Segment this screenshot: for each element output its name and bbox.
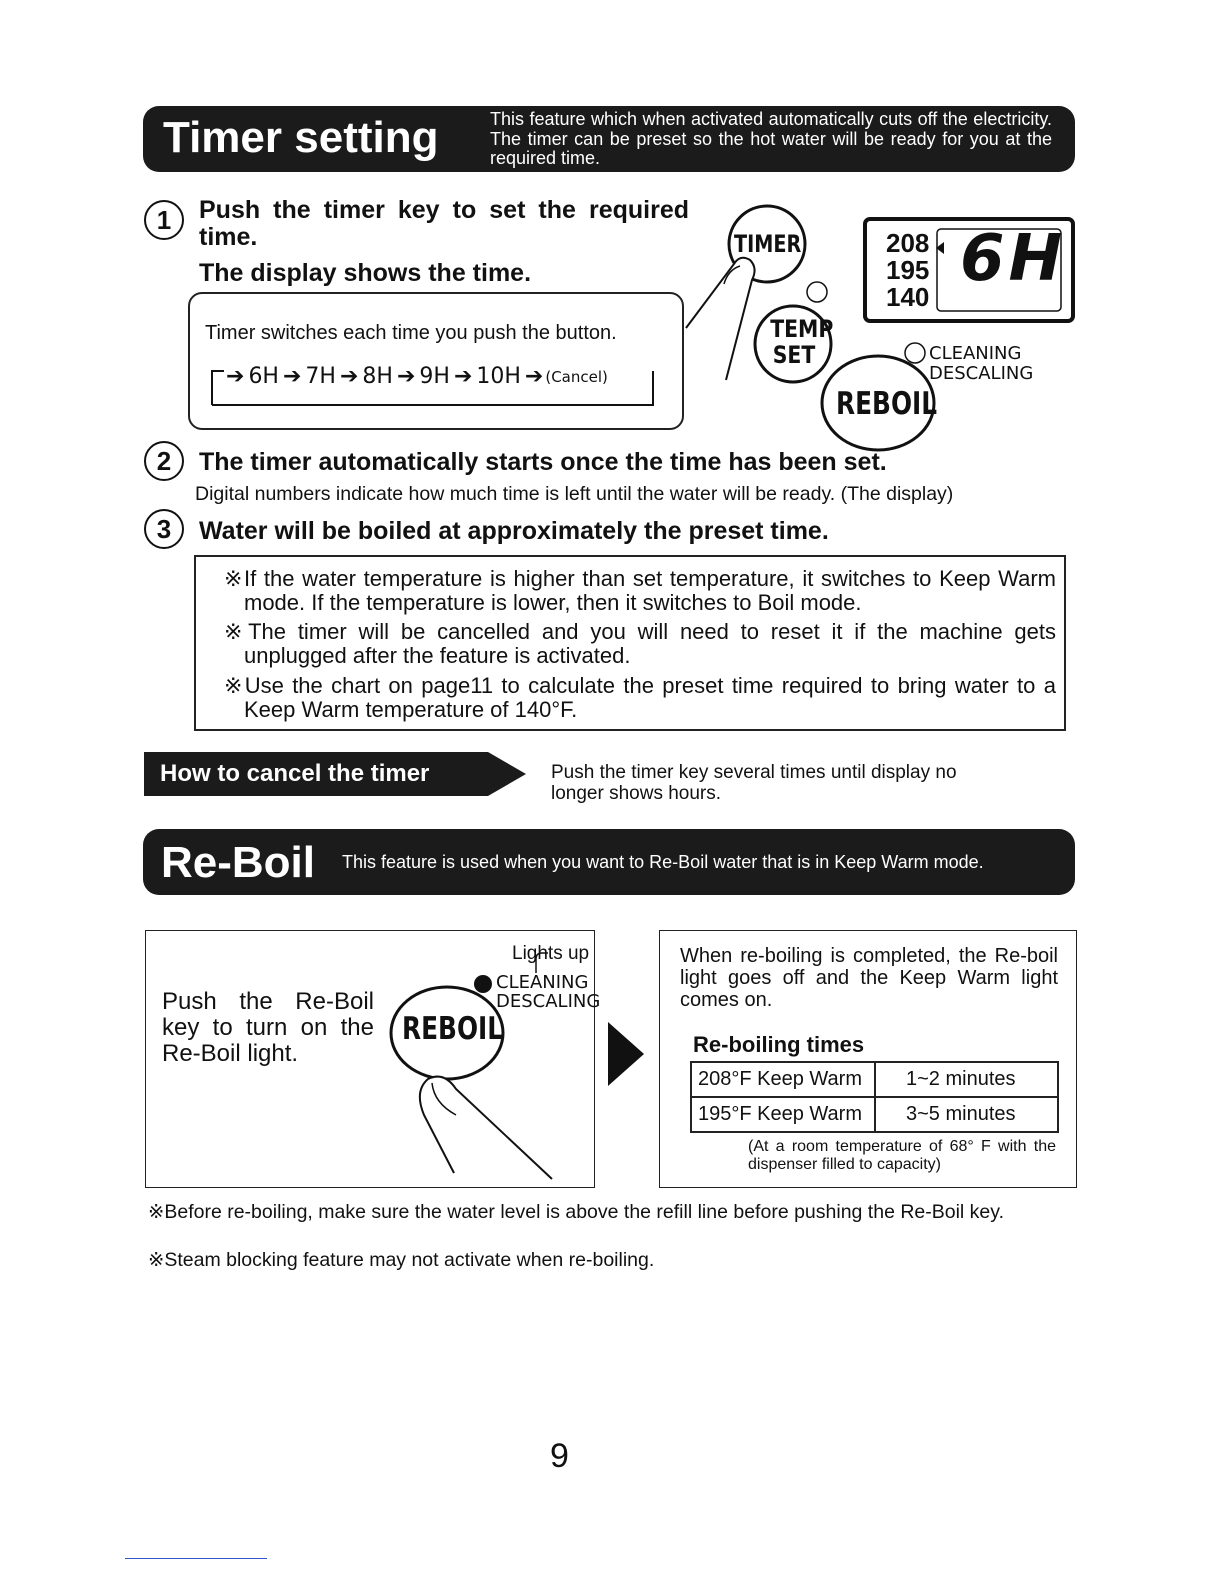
time-cell: 3~5 minutes <box>875 1097 1058 1132</box>
reboil-description: This feature is used when you want to Re-Boil water that is in Keep Warm mode. <box>342 852 984 872</box>
step-1-subheading: The display shows the time. <box>199 259 532 287</box>
sequence-item: 8H <box>362 364 393 389</box>
setting-cell: 208°F Keep Warm <box>691 1062 875 1097</box>
page-number: 9 <box>550 1437 569 1475</box>
lcd-timer-value: 6H <box>960 222 1067 296</box>
time-cell: 1~2 minutes <box>875 1062 1058 1097</box>
step-3-heading: Water will be boiled at approximately the preset time. <box>199 517 829 545</box>
sequence-item: 7H <box>305 364 336 389</box>
step-1-number: 1 <box>144 200 184 240</box>
reboil-result-box <box>659 930 1077 1188</box>
timer-title: Timer setting <box>163 113 439 162</box>
sequence-item: 9H <box>419 364 450 389</box>
panel-cleaning-label: CLEANING <box>929 343 1022 364</box>
arrow-right-icon <box>606 1020 646 1090</box>
reboil-times-title: Re-boiling times <box>693 1032 865 1057</box>
sequence-item: 10H <box>476 364 521 389</box>
setting-cell: 195°F Keep Warm <box>691 1097 875 1132</box>
reboil-title: Re-Boil <box>161 838 315 887</box>
step-3-number: 3 <box>144 509 184 549</box>
sequence-cancel: (Cancel) <box>545 367 608 386</box>
sequence-item: 6H <box>248 364 279 389</box>
reboil-footnote: ※Before re-boiling, make sure the water level is above the refill line before pushing the Re-Boil key. <box>148 1201 1005 1223</box>
reboil-descaling-label: DESCALING <box>496 991 601 1012</box>
footer-rule <box>125 1558 267 1559</box>
step-2-number: 2 <box>144 441 184 481</box>
timer-notes-box <box>194 555 1066 731</box>
reboil-times-table <box>690 1061 1059 1133</box>
step-1-heading: Push the timer key to set the required time. <box>199 196 689 251</box>
temp-140: 140 <box>886 282 930 312</box>
temp-set-key-label: TEMP SET <box>770 315 834 369</box>
timer-description: This feature which when activated automatically cuts off the electricity. The timer can be preset so the hot water will be ready for you at the required time. <box>490 109 1052 168</box>
lights-up-label: Lights up <box>512 943 590 964</box>
timer-note: ※Use the chart on page11 to calculate the preset time required to bring water to a Keep Warm temperature of 140°F. <box>224 673 1056 722</box>
arrow-right-icon: ➔ <box>282 364 302 389</box>
reboil-footnote: ※Steam blocking feature may not activate when re-boiling. <box>148 1249 655 1271</box>
timer-note: ※If the water temperature is higher than set temperature, it switches to Keep Warm mode. If the temperature is lower, then it switches to Boil mode. <box>224 566 1056 615</box>
arrow-right-icon: ➔ <box>524 364 544 389</box>
cancel-label: How to cancel the timer <box>160 760 430 787</box>
arrow-right-icon: ➔ <box>339 364 359 389</box>
panel-descaling-label: DESCALING <box>929 363 1034 384</box>
reboil-instruction-box <box>145 930 601 1188</box>
temp-195: 195 <box>886 255 930 285</box>
timer-key[interactable]: TIMER <box>734 230 802 258</box>
arrow-right-icon: ➔ <box>226 364 245 389</box>
arrow-right-icon: ➔ <box>453 364 473 389</box>
reboil-cleaning-label: CLEANING <box>496 972 589 993</box>
temp-set-key[interactable] <box>770 315 834 369</box>
temp-208: 208 <box>886 228 930 258</box>
cancel-text: Push the timer key several times until display no longer shows hours. <box>551 762 957 804</box>
table-row <box>691 1062 1058 1097</box>
table-row <box>691 1097 1058 1132</box>
timer-sequence <box>226 364 608 389</box>
reboil-completed-text: When re-boiling is completed, the Re-boil light goes off and the Keep Warm light comes on. <box>680 945 1058 1011</box>
reboil-key[interactable]: REBOIL <box>402 1011 504 1047</box>
timer-banner <box>143 106 1075 172</box>
arrow-right-icon: ➔ <box>396 364 416 389</box>
reboil-banner <box>143 829 1075 895</box>
step-2-heading: The timer automatically starts once the time has been set. <box>199 448 887 476</box>
reboil-key[interactable]: REBOIL <box>836 386 938 422</box>
timer-switch-note-box <box>188 292 684 430</box>
reboil-times-note: (At a room temperature of 68° F with the dispenser filled to capacity) <box>748 1138 1056 1173</box>
timer-note: ※The timer will be cancelled and you will need to reset it if the machine gets unplugged after the feature is activated. <box>224 619 1056 668</box>
timer-switch-note: Timer switches each time you push the button. <box>205 322 617 344</box>
step-2-detail: Digital numbers indicate how much time is left until the water will be ready. (The display) <box>195 483 954 505</box>
reboil-instruction: Push the Re-Boil key to turn on the Re-Boil light. <box>162 988 374 1067</box>
